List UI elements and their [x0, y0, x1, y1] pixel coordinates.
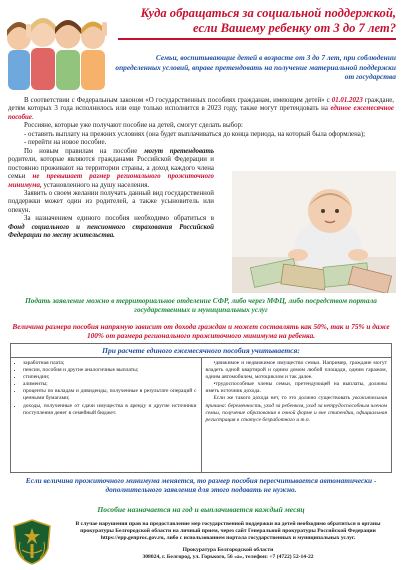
intro-p1-mid: граждане, детям которых 3 года исполнилось или еще только исполнится в 2023 году, также могут претендовать на: [8, 97, 394, 113]
intro-paragraph-2: Россияне, которые уже получают пособие на детей, смогут сделать выбор:: [24, 122, 243, 130]
footer-address: 308024, г. Белгород, ул. Горького, 56 «а», телефон: +7 (4722) 52-14-22: [142, 554, 314, 560]
list-item: • доходы, полученные от сдачи имущества в аренду и другие источники поступления денег в семейный бюджет.: [23, 403, 197, 417]
footer-notice: В случае нарушения прав на предоставление мер государственной поддержки на детей необходимо обратиться в органы прокуратуры Белгородской области на личный прием, через сайт Генеральной прокуратуры Российской Федерации https://epp.genproc.gov.ru, либо с использованием портала государственных и муниципальных услуг.: [75, 521, 381, 541]
income-table-right-column: [202, 358, 392, 472]
period-note: Пособие назначается на год и выплачивается каждый месяц: [97, 505, 305, 514]
subtitle: Семьи, воспитывающие детей в возрасте от 3 до 7 лет, при соблюдении определенных условий, вправе претендовать на получение материальной поддержки от государства: [115, 53, 396, 82]
right-p3-italic: уважительная причина: беременность, уход за ребенком, уход за нетрудоспособным членом семьи, получение образования в очной форме и вне стипендии, официальная регистрация в статусе безработного и т.п.: [205, 395, 387, 423]
list-item: • алименты;: [23, 381, 197, 388]
intro-p7-start: За назначением единого пособия необходимо обратиться в: [24, 215, 214, 223]
intro-p5-tail: установленного на душу населения.: [41, 181, 150, 189]
income-table: [10, 343, 392, 473]
income-table-columns: [11, 358, 391, 472]
intro-date: 01.01.2023: [331, 97, 363, 104]
children-photo: [4, 4, 108, 92]
footer: [60, 521, 396, 561]
intro-paragraph-7: [8, 215, 214, 240]
intro-p1-end: .: [31, 113, 34, 121]
intro-p7-emphasis: Фонд социального и пенсионного страхования Российской Федерации по месту жительства.: [8, 223, 214, 240]
amount-note: Величина размера пособия напрямую зависит от дохода граждан и может составлять как 50%, так и 75% и даже 100% от размера регионального прожиточного минимума на ребенка.: [12, 322, 390, 341]
intro-paragraph-6: Заявить о своем желании получать данный вид государственной поддержки может один из родителей, а также усыновитель или опекун.: [8, 189, 214, 214]
list-item: • проценты по вкладам и дивиденды, полученные в результате операций с ценными бумагами;: [23, 388, 197, 402]
income-list: [15, 360, 197, 417]
list-item: • пенсии, пособия и другие аналогичные выплаты;: [23, 367, 197, 374]
right-p3-start: Если же такого дохода нет, то это должно существовать: [213, 395, 353, 402]
title-line-2: если Вашему ребенку от 3 до 7 лет?: [193, 21, 396, 35]
intro-p5-red: не превышает размер регионального прожиточного минимума,: [8, 173, 214, 189]
list-item: • стипендии;: [23, 374, 197, 381]
income-table-header: При расчете единого ежемесячного пособия учитывается:: [11, 344, 391, 358]
intro-paragraph-4: - перейти на новое пособие.: [24, 139, 107, 147]
apply-note: Подать заявление можно в территориальное отделение СФР, либо через МФЦ, либо посредством портала государственных и муниципальных услуг: [25, 296, 377, 315]
intro-paragraph-3: - оставить выплату на прежних условиях (она будет выплачиваться до конца периода, на который была оформлена);: [24, 130, 366, 138]
income-table-left-column: [11, 358, 202, 472]
right-paragraph-2: •трудоспособные члены семьи, претендующей на выплаты, должны иметь источник дохода.: [205, 381, 387, 395]
list-item: • заработная плата;: [23, 360, 197, 367]
intro-paragraph-5: [8, 148, 214, 190]
baby-with-money-photo: [232, 171, 396, 293]
title-underline: [118, 38, 396, 40]
intro-p5-end: родители, которые являются гражданами Российской Федерации и постоянно проживают на территории страны, а доход каждого члена семьи: [8, 156, 214, 181]
intro-p5-start: По новым правилам на пособие: [24, 147, 144, 155]
right-paragraph-3: [206, 395, 388, 423]
right-paragraph-1: •движимое и недвижимое имущество семьи. Например, граждане могут владеть одной квартирой и одним домом любой площади, одним гаражом, одним автомобилем, мотоциклом и так далее.: [205, 360, 387, 381]
page-title: [112, 6, 396, 36]
intro-paragraph-1: [8, 97, 394, 122]
recalc-note: Если величина прожиточного минимума меняется, то размер пособия пересчитывается автоматически - дополнительного заявления для этого подавать не нужно.: [25, 476, 377, 495]
prosecutor-emblem: [10, 518, 54, 566]
intro-emphasis: единое ежемесячное пособие: [8, 105, 394, 121]
title-line-1: Куда обращаться за социальной поддержкой,: [140, 6, 396, 20]
intro-p1-start: В соответствии с Федеральным законом «О государственных пособиях гражданам, имеющим детей» с: [24, 97, 332, 104]
title-block: [112, 6, 396, 36]
footer-org: Прокуратура Белгородской области: [182, 547, 274, 553]
intro-p5-emphasis: могут претендовать: [143, 147, 214, 155]
